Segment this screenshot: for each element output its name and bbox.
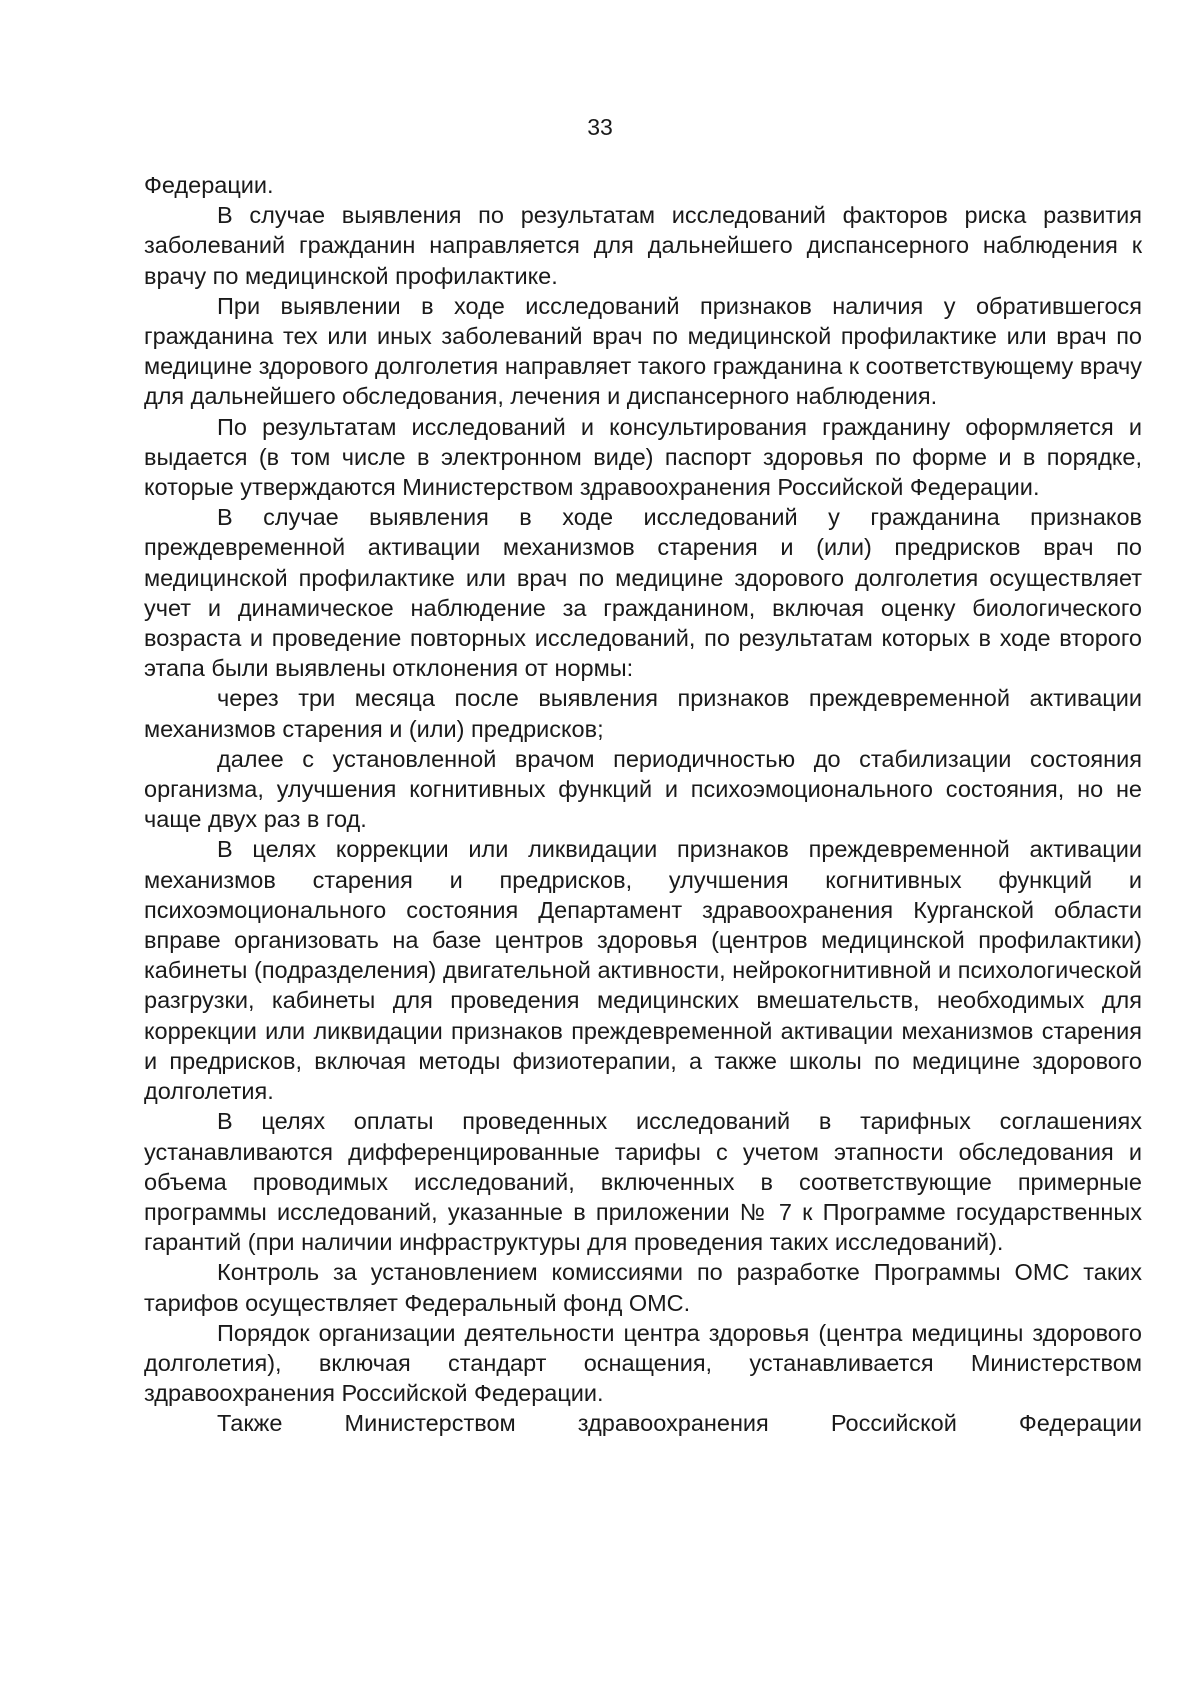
paragraph: Федерации. (144, 172, 274, 198)
list-item: через три месяца после выявления признаков преждевременной активации механизмов старения и (или) предрисков; (144, 685, 1142, 742)
paragraph: В целях оплаты проведенных исследований в тарифных соглашениях устанавливаются дифференцированные тарифы с учетом этапности обследования и объема проводимых исследований, включенных в соответствующие примерные программы исследований, указанные в приложении № 7 к Программе государственных гарантий (при наличии инфраструктуры для проведения таких исследований). (144, 1108, 1142, 1256)
page-number: 33 (587, 114, 613, 140)
paragraph: По результатам исследований и консультирования гражданину оформляется и выдается (в том числе в электронном виде) паспорт здоровья по форме и в порядке, которые утверждаются Министерством здравоохранения Российской Федерации. (144, 413, 1142, 501)
paragraph: В случае выявления по результатам исследований факторов риска развития заболеваний гражданин направляется для дальнейшего диспансерного наблюдения к врачу по медицинской профилактике. (144, 202, 1142, 289)
paragraph: Контроль за установлением комиссиями по разработке Программы ОМС таких тарифов осуществляет Федеральный фонд ОМС. (144, 1259, 1142, 1316)
list-item: далее с установленной врачом периодичностью до стабилизации состояния организма, улучшения когнитивных функций и психоэмоционального состояния, но не чаще двух раз в год. (144, 745, 1142, 833)
document-body (144, 170, 1142, 1439)
paragraph: Порядок организации деятельности центра здоровья (центра медицины здорового долголетия), включая стандарт оснащения, устанавливается Министерством здравоохранения Российской Федерации. (144, 1319, 1142, 1407)
paragraph: Также Министерством здравоохранения Российской Федерации (217, 1410, 1142, 1437)
paragraph: При выявлении в ходе исследований признаков наличия у обратившегося гражданина тех или иных заболеваний врач по медицинской профилактике или врач по медицине здорового долголетия направляет такого гражданина к соответствующему врачу для дальнейшего обследования, лечения и диспансерного наблюдения. (144, 292, 1142, 410)
paragraph: В случае выявления в ходе исследований у гражданина признаков преждевременной активации механизмов старения и (или) предрисков врач по медицинской профилактике или врач по медицине здорового долголетия осуществляет учет и динамическое наблюдение за гражданином, включая оценку биологического возраста и проведение повторных исследований, по результатам которых в ходе второго этапа были выявлены отклонения от нормы: (144, 504, 1142, 682)
paragraph: В целях коррекции или ликвидации признаков преждевременной активации механизмов старения и предрисков, улучшения когнитивных функций и психоэмоционального состояния Департамент здравоохранения Курганской области вправе организовать на базе центров здоровья (центров медицинской профилактики) кабинеты (подразделения) двигательной активности, нейрокогнитивной и психологической разгрузки, кабинеты для проведения медицинских вмешательств, необходимых для коррекции или ликвидации признаков преждевременной активации механизмов старения и предрисков, включая методы физиотерапии, а также школы по медицине здорового долголетия. (144, 836, 1142, 1105)
